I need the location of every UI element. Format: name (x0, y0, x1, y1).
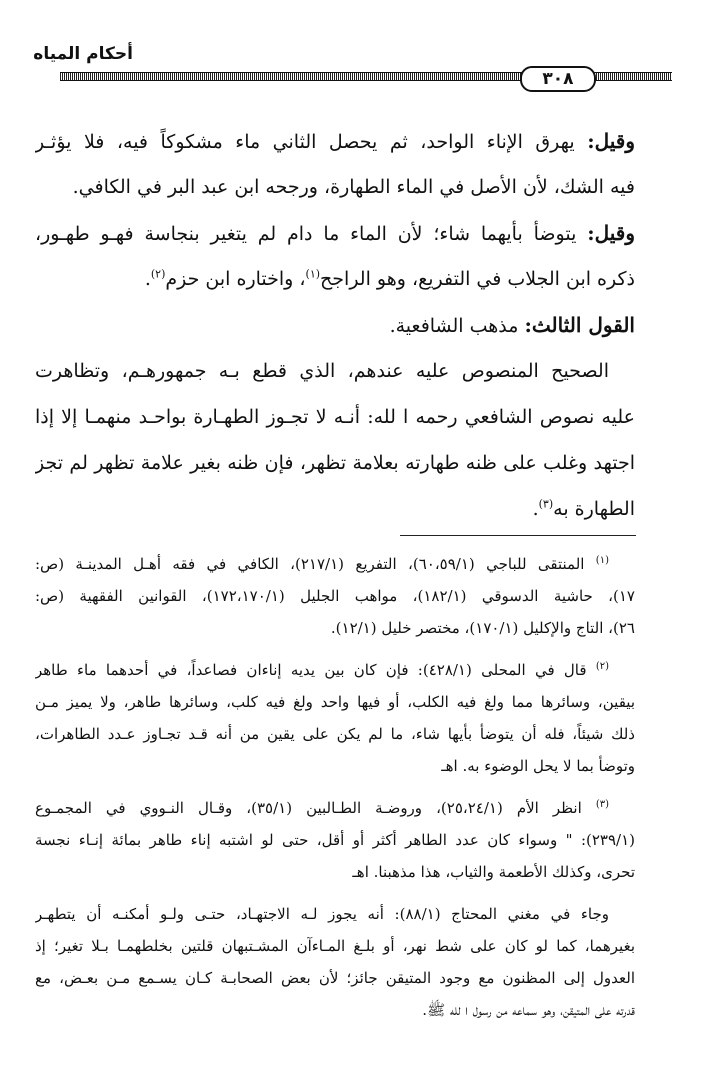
text-run: انظر الأم (٢٥،٢٤/١)، وروضـة الطـالبين (٣٥/١)، وقـال النـووي في المجمـوع (35, 799, 582, 817)
text-line (35, 210, 635, 256)
footnote-line (35, 824, 635, 856)
text-run: مذهب الشافعية. (389, 315, 519, 337)
text-run: ذلك شيئاً، فله أن يتوضأ بأيها شاء، ما لم يكن على يقين من أنه قـد تجـاوز عـدد الطاهرات، (35, 725, 635, 743)
text-run: ذكره ابن الجلاب في التفريع، وهو الراجح (320, 268, 635, 290)
footnote-line (35, 750, 635, 782)
text-run: قدرته على المتيقن، وهو سماعه من رسول ا لله ﷺ. (422, 1001, 635, 1019)
footnote-line (35, 994, 635, 1026)
footnote-line (35, 792, 635, 824)
text-run: ١٧)، حاشية الدسوقي (١٨٢/١)، مواهب الجليل (١٧٢،١٧٠/١)، القوانين الفقهية (ص: (35, 587, 635, 605)
footnote-line (35, 962, 635, 994)
footnote-line (35, 930, 635, 962)
text-run: وتوضأ بما لا يحل الوضوء به. اهـ (441, 757, 635, 775)
text-run: اجتهد وغلب على ظنه طهارته بعلامة تظهر، فإن ظنه بغير علامة تظهر لم تجز (35, 452, 635, 474)
footnote-number: (٣) (595, 799, 609, 810)
footnote-line (35, 856, 635, 888)
footnote-separator (400, 535, 636, 536)
footnote-line (35, 612, 635, 644)
text-run: يهرق الإناء الواحد، ثم يحصل الثاني ماء مشكوكاً فيه، فلا يؤثـر (35, 131, 575, 153)
text-line (35, 256, 635, 302)
text-run: وجاء في مغني المحتاج (٨٨/١): أنه يجوز لـه الاجتهـاد، حتـى ولـو أمكنـه أن يتطهـر (35, 905, 609, 923)
spacer (35, 782, 635, 792)
text-run: ، واختاره ابن حزم (165, 268, 306, 290)
footnote-line (35, 580, 635, 612)
footnote-ref: (١) (305, 267, 321, 281)
term-label: وقيل: (587, 221, 635, 245)
text-run: عليه نصوص الشافعي رحمه ا لله: أنـه لا تجـوز الطهـارة بواحـد منهمـا إلا إذا (35, 406, 635, 428)
text-line (35, 394, 635, 440)
footnote-number: (٢) (595, 661, 609, 672)
spacer (35, 888, 635, 898)
section-heading: القول الثالث: (524, 313, 635, 337)
footnote-ref: (٣) (538, 497, 554, 511)
text-run: ٢٦)، التاج والإكليل (١٧٠/١)، مختصر خليل (١٢/١). (330, 619, 635, 637)
text-run: الصحيح المنصوص عليه عندهم، الذي قطع بـه جمهورهـم، وتظاهرت (35, 360, 609, 382)
footnote-line (35, 718, 635, 750)
footnote-number: (١) (595, 555, 609, 566)
text-run: بغيرهما، كما لو كان على شط نهر، أو بلـغ المـاءآن المشـتبهان قلتين بخلطهمـا بـلا تغير؛ إذ (35, 937, 635, 955)
text-line (35, 348, 635, 394)
running-header-title: أحكام المياه (33, 44, 133, 64)
text-run: المنتقى للباجي (٦٠،٥٩/١)، التفريع (٢١٧/١)، الكافي في فقه أهـل المدينـة (ص: (35, 555, 585, 573)
text-line (35, 302, 635, 348)
page-number: ٣٠٨ (520, 66, 596, 92)
spacer (35, 644, 635, 654)
text-run: فيه الشك، لأن الأصل في الماء الطهارة، ورجحه ابن عبد البر في الكافي. (72, 176, 635, 198)
footnotes (35, 548, 635, 1026)
text-line (35, 440, 635, 486)
footnote-ref: (٢) (150, 267, 166, 281)
text-run: العدول إلى المظنون مع وجود المتيقن جائز؛ لأن بعض الصحابـة كـان يسـمع مـن بعـض، مع (35, 969, 635, 987)
text-run: . (144, 268, 151, 290)
text-run: (٢٣٩/١): " وسواء كان عدد الطاهر أكثر أو أقل، حتى لو اشتبه إناء طاهر بمائة إنـاء نجسة (35, 831, 635, 849)
footnote-line (35, 686, 635, 718)
text-run: يتوضأ بأيهما شاء؛ لأن الماء ما دام لم يتغير بنجاسة فهـو طهـور، (35, 223, 577, 245)
text-run: بيقين، وسائرها مما ولغ فيه الكلب، أو فيها واحد ولغ فيه كلب، وسائرها طاهر، ولا يميز مـن (35, 693, 635, 711)
text-run: . (532, 498, 539, 520)
main-text (35, 118, 635, 532)
text-line (35, 486, 635, 532)
footnote-line (35, 548, 635, 580)
text-line (35, 118, 635, 164)
text-run: قال في المحلى (٤٢٨/١): فإن كان بين يديه إناءان فصاعداً، في أحدهما ماء طاهر (35, 661, 587, 679)
footnote-line (35, 654, 635, 686)
term-label: وقيل: (587, 129, 635, 153)
footnote-line (35, 898, 635, 930)
text-run: تحرى، وكذلك الأطعمة والثياب، هذا مذهبنا. اهـ (352, 863, 635, 881)
text-run: الطهارة به (553, 498, 635, 520)
text-line (35, 164, 635, 210)
